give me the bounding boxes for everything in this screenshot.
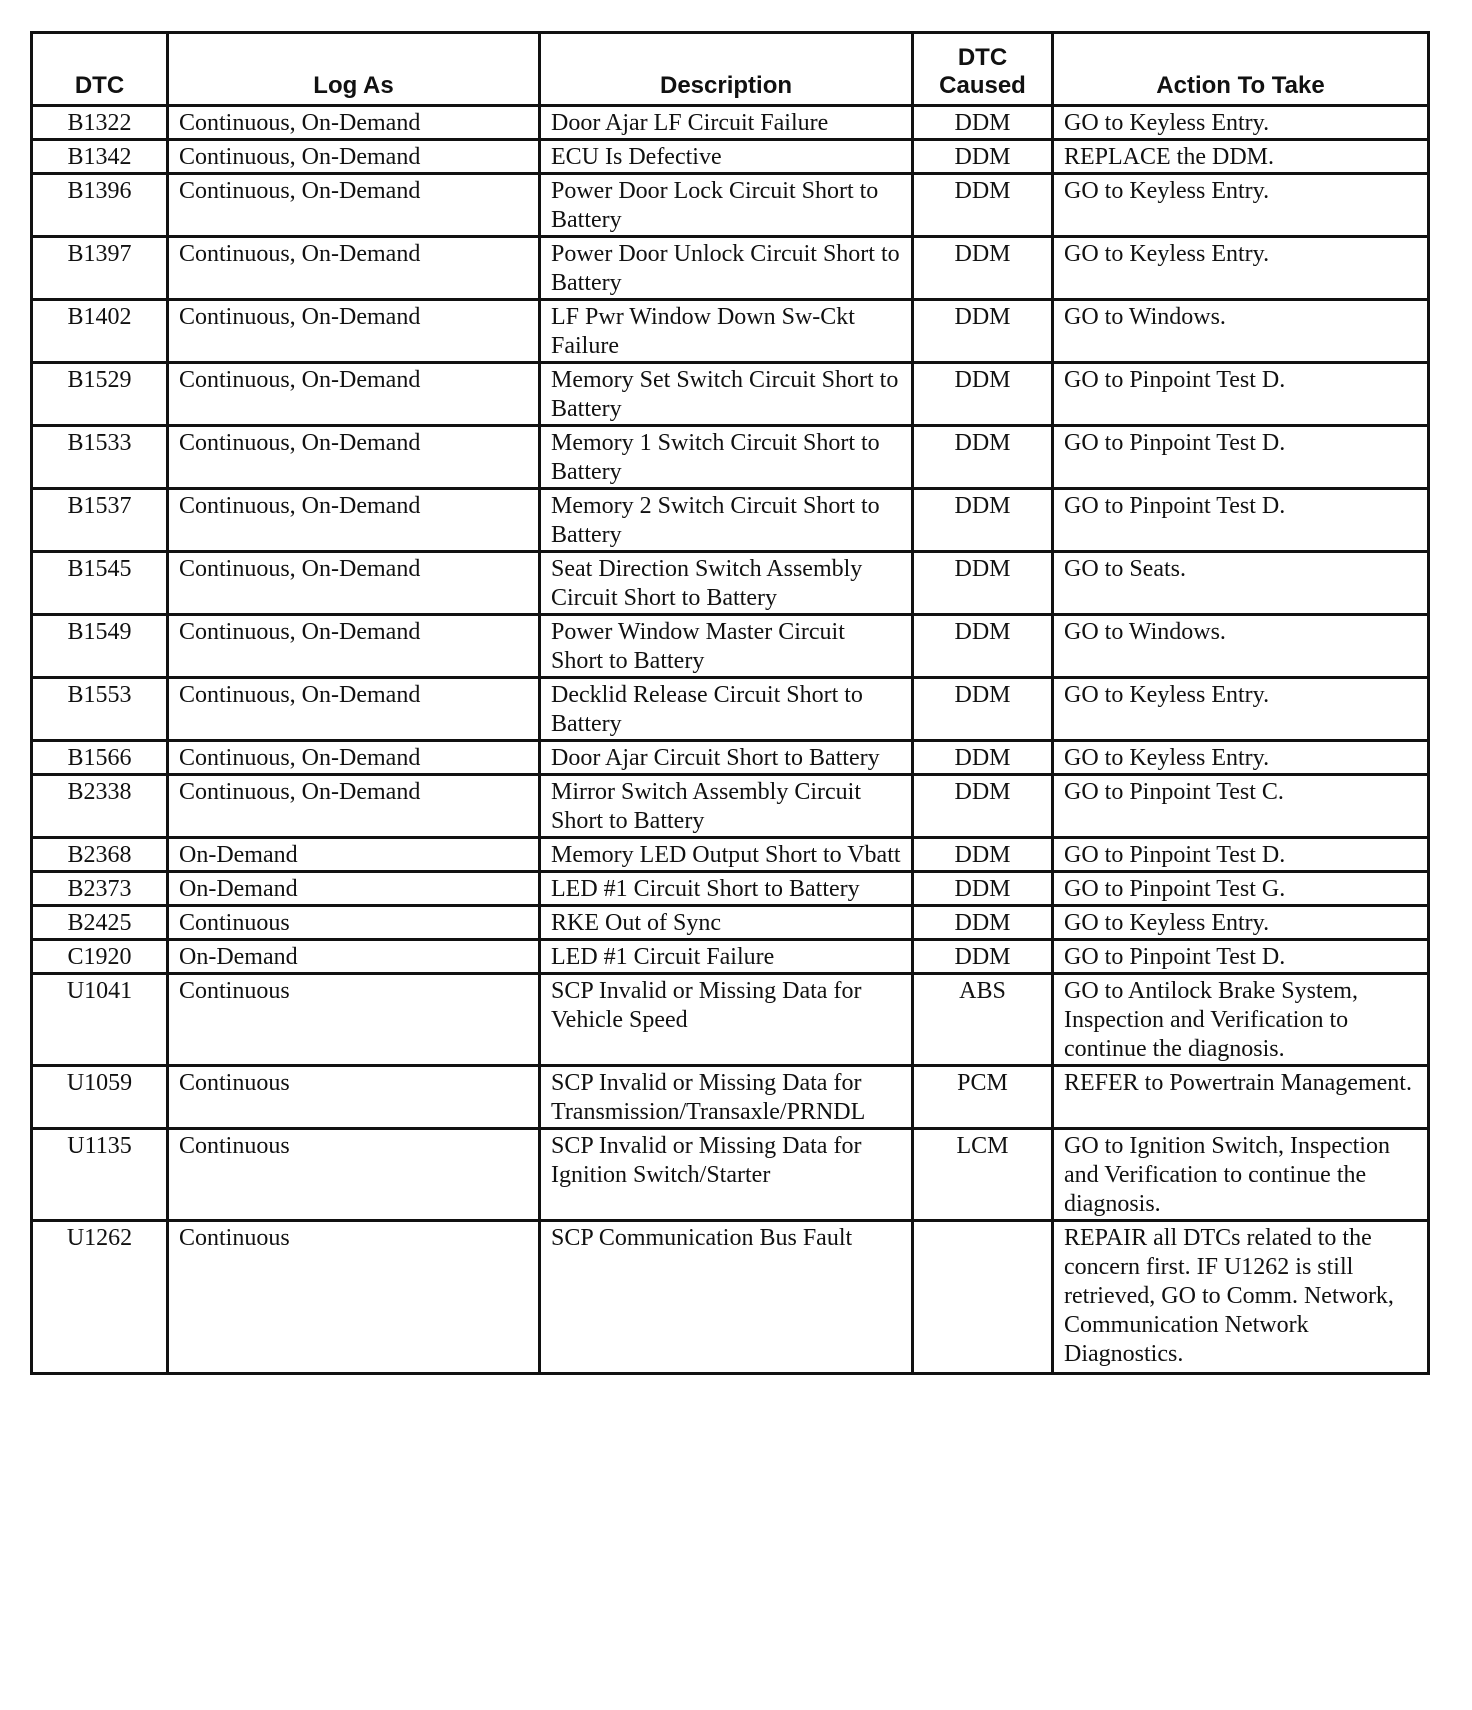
- cell-description: Memory 1 Switch Circuit Short to Battery: [540, 426, 913, 489]
- table-row: [32, 552, 1429, 615]
- table-row: [32, 775, 1429, 838]
- cell-action: GO to Keyless Entry.: [1053, 174, 1429, 237]
- cell-description: Seat Direction Switch Assembly Circuit Short to Battery: [540, 552, 913, 615]
- cell-dtc: B1545: [32, 552, 168, 615]
- table-row: [32, 678, 1429, 741]
- cell-log-as: Continuous, On-Demand: [168, 363, 540, 426]
- cell-dtc-caused: DDM: [913, 489, 1053, 552]
- table-row: [32, 940, 1429, 974]
- cell-description: SCP Invalid or Missing Data for Vehicle Speed: [540, 974, 913, 1066]
- cell-log-as: Continuous, On-Demand: [168, 140, 540, 174]
- cell-description: LED #1 Circuit Failure: [540, 940, 913, 974]
- header-dtc-caused: DTC Caused: [913, 33, 1053, 106]
- cell-log-as: Continuous, On-Demand: [168, 300, 540, 363]
- cell-action: REPLACE the DDM.: [1053, 140, 1429, 174]
- cell-dtc: U1059: [32, 1066, 168, 1129]
- cell-dtc: B1322: [32, 106, 168, 140]
- cell-log-as: On-Demand: [168, 940, 540, 974]
- cell-action: GO to Pinpoint Test C.: [1053, 775, 1429, 838]
- cell-dtc: B1553: [32, 678, 168, 741]
- table-row: [32, 300, 1429, 363]
- table-row: [32, 1221, 1429, 1374]
- cell-description: ECU Is Defective: [540, 140, 913, 174]
- cell-log-as: Continuous, On-Demand: [168, 489, 540, 552]
- table-row: [32, 838, 1429, 872]
- cell-description: Power Door Unlock Circuit Short to Battery: [540, 237, 913, 300]
- cell-action: GO to Ignition Switch, Inspection and Verification to continue the diagnosis.: [1053, 1129, 1429, 1221]
- cell-log-as: Continuous: [168, 974, 540, 1066]
- cell-action: REPAIR all DTCs related to the concern first. IF U1262 is still retrieved, GO to Comm. Network, Communication Network Diagnostics.: [1053, 1221, 1429, 1374]
- cell-log-as: Continuous: [168, 1221, 540, 1374]
- cell-description: LF Pwr Window Down Sw-Ckt Failure: [540, 300, 913, 363]
- cell-description: Mirror Switch Assembly Circuit Short to Battery: [540, 775, 913, 838]
- cell-dtc: B1537: [32, 489, 168, 552]
- cell-action: GO to Pinpoint Test D.: [1053, 426, 1429, 489]
- cell-action: GO to Pinpoint Test D.: [1053, 489, 1429, 552]
- cell-dtc-caused: DDM: [913, 140, 1053, 174]
- cell-dtc-caused: DDM: [913, 678, 1053, 741]
- cell-dtc-caused: DDM: [913, 363, 1053, 426]
- cell-dtc: B1397: [32, 237, 168, 300]
- table-row: [32, 363, 1429, 426]
- cell-log-as: Continuous, On-Demand: [168, 552, 540, 615]
- cell-dtc: U1262: [32, 1221, 168, 1374]
- table-row: [32, 741, 1429, 775]
- cell-dtc-caused: DDM: [913, 872, 1053, 906]
- cell-description: LED #1 Circuit Short to Battery: [540, 872, 913, 906]
- cell-description: Door Ajar LF Circuit Failure: [540, 106, 913, 140]
- cell-description: Memory 2 Switch Circuit Short to Battery: [540, 489, 913, 552]
- cell-dtc-caused: DDM: [913, 906, 1053, 940]
- table-row: [32, 872, 1429, 906]
- table-row: [32, 140, 1429, 174]
- cell-dtc: U1135: [32, 1129, 168, 1221]
- cell-dtc: B1566: [32, 741, 168, 775]
- cell-log-as: Continuous, On-Demand: [168, 237, 540, 300]
- cell-log-as: On-Demand: [168, 838, 540, 872]
- header-row: [32, 33, 1429, 106]
- cell-dtc: B1396: [32, 174, 168, 237]
- table-row: [32, 906, 1429, 940]
- cell-dtc: B2373: [32, 872, 168, 906]
- cell-description: Decklid Release Circuit Short to Battery: [540, 678, 913, 741]
- table-row: [32, 615, 1429, 678]
- cell-action: GO to Keyless Entry.: [1053, 106, 1429, 140]
- cell-action: GO to Pinpoint Test D.: [1053, 940, 1429, 974]
- cell-action: GO to Keyless Entry.: [1053, 237, 1429, 300]
- header-action: Action To Take: [1053, 33, 1429, 106]
- table-row: [32, 106, 1429, 140]
- cell-action: GO to Windows.: [1053, 300, 1429, 363]
- cell-dtc: C1920: [32, 940, 168, 974]
- cell-action: GO to Windows.: [1053, 615, 1429, 678]
- cell-action: GO to Pinpoint Test G.: [1053, 872, 1429, 906]
- cell-action: GO to Seats.: [1053, 552, 1429, 615]
- cell-action: GO to Keyless Entry.: [1053, 741, 1429, 775]
- cell-dtc-caused: DDM: [913, 775, 1053, 838]
- table-row: [32, 489, 1429, 552]
- cell-dtc-caused: DDM: [913, 426, 1053, 489]
- cell-log-as: On-Demand: [168, 872, 540, 906]
- cell-dtc-caused: DDM: [913, 106, 1053, 140]
- cell-log-as: Continuous, On-Demand: [168, 775, 540, 838]
- cell-dtc: B2368: [32, 838, 168, 872]
- cell-log-as: Continuous, On-Demand: [168, 741, 540, 775]
- cell-description: Memory Set Switch Circuit Short to Battery: [540, 363, 913, 426]
- header-description: Description: [540, 33, 913, 106]
- table-row: [32, 174, 1429, 237]
- cell-dtc-caused: PCM: [913, 1066, 1053, 1129]
- table-row: [32, 426, 1429, 489]
- cell-dtc-caused: DDM: [913, 237, 1053, 300]
- cell-dtc-caused: DDM: [913, 940, 1053, 974]
- table-row: [32, 974, 1429, 1066]
- header-dtc: DTC: [32, 33, 168, 106]
- cell-dtc: B1533: [32, 426, 168, 489]
- cell-description: SCP Invalid or Missing Data for Ignition Switch/Starter: [540, 1129, 913, 1221]
- cell-dtc-caused: DDM: [913, 174, 1053, 237]
- table-body: [32, 106, 1429, 1374]
- cell-log-as: Continuous, On-Demand: [168, 106, 540, 140]
- cell-log-as: Continuous, On-Demand: [168, 678, 540, 741]
- header-log-as: Log As: [168, 33, 540, 106]
- cell-dtc: B1342: [32, 140, 168, 174]
- cell-dtc-caused: ABS: [913, 974, 1053, 1066]
- cell-action: GO to Keyless Entry.: [1053, 678, 1429, 741]
- cell-description: Power Door Lock Circuit Short to Battery: [540, 174, 913, 237]
- cell-dtc-caused: DDM: [913, 615, 1053, 678]
- cell-description: SCP Communication Bus Fault: [540, 1221, 913, 1374]
- cell-dtc: B2338: [32, 775, 168, 838]
- cell-log-as: Continuous: [168, 1129, 540, 1221]
- cell-action: GO to Antilock Brake System, Inspection and Verification to continue the diagnosis.: [1053, 974, 1429, 1066]
- dtc-table: [30, 31, 1430, 1375]
- cell-dtc-caused: LCM: [913, 1129, 1053, 1221]
- table-header: [32, 33, 1429, 106]
- cell-description: Power Window Master Circuit Short to Battery: [540, 615, 913, 678]
- cell-action: REFER to Powertrain Management.: [1053, 1066, 1429, 1129]
- cell-description: Memory LED Output Short to Vbatt: [540, 838, 913, 872]
- cell-log-as: Continuous, On-Demand: [168, 174, 540, 237]
- cell-log-as: Continuous: [168, 1066, 540, 1129]
- cell-action: GO to Pinpoint Test D.: [1053, 838, 1429, 872]
- cell-log-as: Continuous: [168, 906, 540, 940]
- cell-description: SCP Invalid or Missing Data for Transmission/Transaxle/PRNDL: [540, 1066, 913, 1129]
- cell-dtc-caused: [913, 1221, 1053, 1374]
- cell-action: GO to Pinpoint Test D.: [1053, 363, 1429, 426]
- table-row: [32, 1066, 1429, 1129]
- cell-dtc-caused: DDM: [913, 552, 1053, 615]
- cell-dtc: B2425: [32, 906, 168, 940]
- cell-dtc-caused: DDM: [913, 300, 1053, 363]
- cell-action: GO to Keyless Entry.: [1053, 906, 1429, 940]
- cell-dtc: U1041: [32, 974, 168, 1066]
- cell-dtc-caused: DDM: [913, 838, 1053, 872]
- cell-dtc-caused: DDM: [913, 741, 1053, 775]
- cell-description: RKE Out of Sync: [540, 906, 913, 940]
- cell-description: Door Ajar Circuit Short to Battery: [540, 741, 913, 775]
- table-row: [32, 237, 1429, 300]
- cell-dtc: B1402: [32, 300, 168, 363]
- cell-log-as: Continuous, On-Demand: [168, 426, 540, 489]
- cell-log-as: Continuous, On-Demand: [168, 615, 540, 678]
- cell-dtc: B1549: [32, 615, 168, 678]
- cell-dtc: B1529: [32, 363, 168, 426]
- table-row: [32, 1129, 1429, 1221]
